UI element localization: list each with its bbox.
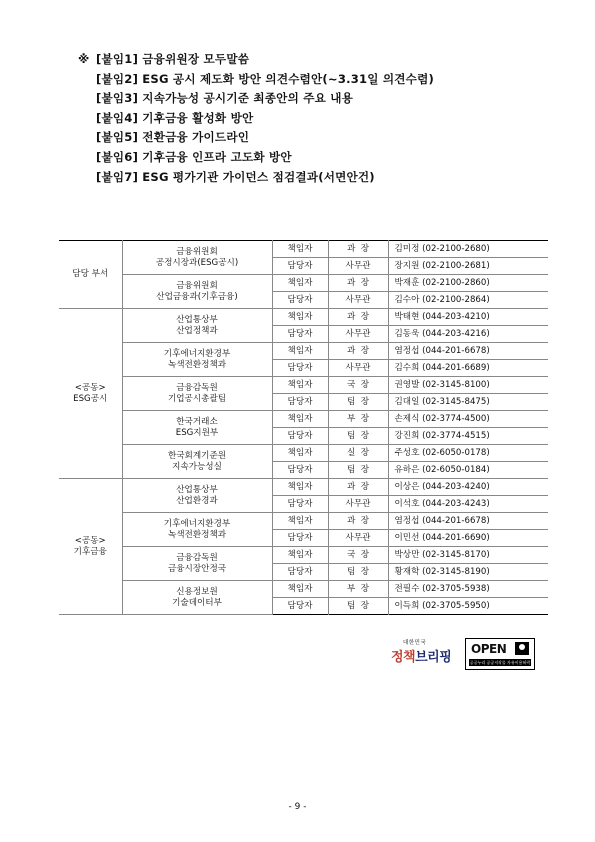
- attachment-text: [붙임3] 지속가능성 공시기준 최종안의 주요 내용: [96, 91, 354, 106]
- role-cell: 책임자: [272, 275, 328, 292]
- table-row: [59, 309, 548, 326]
- person-icon: [515, 642, 529, 655]
- title-cell: 팀 장: [328, 564, 388, 581]
- department-name: 산업통상부: [176, 485, 218, 495]
- department-name: 금융감독원: [176, 383, 218, 393]
- department-name: 금융위원회: [176, 247, 218, 257]
- department-cell: [122, 275, 272, 309]
- department-cell: [122, 479, 272, 513]
- attachment-list: [78, 50, 434, 187]
- role-cell: 담당자: [272, 462, 328, 479]
- role-cell: 책임자: [272, 377, 328, 394]
- role-cell: 담당자: [272, 326, 328, 343]
- open-logo-text: OPEN: [471, 642, 507, 656]
- department-name: 기후에너지환경부: [163, 349, 231, 359]
- title-cell: 국 장: [328, 377, 388, 394]
- attachment-text: [붙임5] 전환금융 가이드라인: [96, 130, 250, 145]
- contact-cell: 김대일 (02-3145-8475): [388, 394, 548, 411]
- attachment-item: [78, 148, 434, 168]
- department-name: 기후에너지환경부: [163, 519, 231, 529]
- attachment-text: [붙임2] ESG 공시 제도화 방안 의견수렴안(~3.31일 의견수렴): [96, 71, 434, 86]
- contact-cell: 황재학 (02-3145-8190): [388, 564, 548, 581]
- department-cell: [122, 411, 272, 445]
- table-row: [59, 275, 548, 292]
- department-cell: [122, 581, 272, 615]
- role-cell: 책임자: [272, 411, 328, 428]
- department-name: 한국거래소: [176, 417, 218, 427]
- contact-cell: 강진희 (02-3774-4515): [388, 428, 548, 445]
- department-name: 산업금융과(기후금융): [156, 291, 238, 302]
- contact-cell: 김수희 (044-201-6689): [388, 360, 548, 377]
- contact-cell: 전필수 (02-3705-5938): [388, 581, 548, 598]
- department-name: 녹색전환정책과: [167, 359, 227, 370]
- category-cell: [59, 309, 122, 479]
- attachment-item: [78, 89, 434, 109]
- category-label: <공동>: [74, 383, 106, 393]
- role-cell: 책임자: [272, 581, 328, 598]
- contact-cell: 권영발 (02-3145-8100): [388, 377, 548, 394]
- role-cell: 책임자: [272, 309, 328, 326]
- department-name: 녹색전환정책과: [167, 529, 227, 540]
- role-cell: 담당자: [272, 598, 328, 615]
- attachment-text: [붙임1] 금융위원장 모두말씀: [96, 52, 250, 66]
- title-cell: 팀 장: [328, 428, 388, 445]
- role-cell: 담당자: [272, 258, 328, 275]
- role-cell: 담당자: [272, 496, 328, 513]
- department-name: 기술데이터부: [172, 597, 222, 608]
- title-cell: 과 장: [328, 309, 388, 326]
- department-name: 신용정보원: [176, 587, 218, 597]
- department-name: 공정시장과(ESG공시): [155, 257, 239, 268]
- contact-table: [59, 240, 548, 615]
- contact-cell: 이득희 (02-3705-5950): [388, 598, 548, 615]
- department-name: 금융감독원: [176, 553, 218, 563]
- contact-cell: 염정섭 (044-201-6678): [388, 343, 548, 360]
- title-cell: 부 장: [328, 411, 388, 428]
- role-cell: 책임자: [272, 343, 328, 360]
- title-cell: 과 장: [328, 275, 388, 292]
- contact-cell: 이석호 (044-203-4243): [388, 496, 548, 513]
- department-name: 산업환경과: [176, 495, 218, 506]
- contact-cell: 이상은 (044-203-4240): [388, 479, 548, 496]
- kogl-open-logo: [465, 638, 535, 670]
- department-cell: [122, 445, 272, 479]
- contact-cell: 김동욱 (044-203-4216): [388, 326, 548, 343]
- category-cell: [59, 479, 122, 615]
- attachment-item: [78, 128, 434, 148]
- department-name: 기업공시총괄팀: [167, 393, 227, 404]
- role-cell: 담당자: [272, 428, 328, 445]
- briefing-logo-text: 정책브리핑: [391, 650, 452, 665]
- title-cell: 사무관: [328, 496, 388, 513]
- contact-cell: 손제식 (02-3774-4500): [388, 411, 548, 428]
- table-row: [59, 547, 548, 564]
- role-cell: 책임자: [272, 241, 328, 258]
- department-name: 금융위원회: [176, 281, 218, 291]
- role-cell: 담당자: [272, 394, 328, 411]
- department-cell: [122, 547, 272, 581]
- page-number: - 9 -: [288, 802, 307, 812]
- table-row: [59, 513, 548, 530]
- title-cell: 사무관: [328, 258, 388, 275]
- table-row: [59, 343, 548, 360]
- role-cell: 책임자: [272, 445, 328, 462]
- category-label: <공동>: [74, 536, 106, 546]
- role-cell: 담당자: [272, 564, 328, 581]
- role-cell: 책임자: [272, 513, 328, 530]
- category-label: 담당 부서: [72, 269, 109, 280]
- department-cell: [122, 241, 272, 275]
- attachment-item: [78, 109, 434, 129]
- attachment-item: [78, 168, 434, 188]
- briefing-logo-small-text: 대한민국: [403, 640, 427, 646]
- title-cell: 과 장: [328, 241, 388, 258]
- contact-cell: 이민선 (044-201-6690): [388, 530, 548, 547]
- title-cell: 실 장: [328, 445, 388, 462]
- contact-cell: 장지원 (02-2100-2681): [388, 258, 548, 275]
- title-cell: 사무관: [328, 530, 388, 547]
- role-cell: 담당자: [272, 360, 328, 377]
- title-cell: 사무관: [328, 292, 388, 309]
- category-label: ESG공시: [73, 393, 108, 404]
- policy-briefing-logo: [391, 638, 455, 672]
- contact-cell: 김미정 (02-2100-2680): [388, 241, 548, 258]
- department-cell: [122, 343, 272, 377]
- table-row: [59, 581, 548, 598]
- title-cell: 과 장: [328, 479, 388, 496]
- contact-cell: 김수아 (02-2100-2864): [388, 292, 548, 309]
- contact-cell: 유하은 (02-6050-0184): [388, 462, 548, 479]
- attachment-item: [78, 70, 434, 90]
- title-cell: 팀 장: [328, 598, 388, 615]
- table-row: [59, 445, 548, 462]
- role-cell: 책임자: [272, 479, 328, 496]
- department-name: ESG지원부: [175, 427, 219, 438]
- contact-cell: 박상만 (02-3145-8170): [388, 547, 548, 564]
- attachment-item: [78, 50, 434, 70]
- department-name: 한국회계기준원: [167, 451, 227, 461]
- department-cell: [122, 377, 272, 411]
- table-row: [59, 479, 548, 496]
- table-row: [59, 241, 548, 258]
- department-name: 산업정책과: [176, 325, 218, 336]
- contact-cell: 주성호 (02-6050-0178): [388, 445, 548, 462]
- department-cell: [122, 513, 272, 547]
- contact-cell: 염정섭 (044-201-6678): [388, 513, 548, 530]
- table-row: [59, 377, 548, 394]
- attachment-text: [붙임6] 기후금융 인프라 고도화 방안: [96, 149, 292, 164]
- title-cell: 사무관: [328, 360, 388, 377]
- title-cell: 팀 장: [328, 394, 388, 411]
- category-label: 기후금융: [73, 546, 107, 557]
- department-cell: [122, 309, 272, 343]
- title-cell: 국 장: [328, 547, 388, 564]
- attachment-text: [붙임7] ESG 평가기관 가이던스 점검결과(서면안건): [96, 169, 375, 184]
- contact-cell: 박태현 (044-203-4210): [388, 309, 548, 326]
- title-cell: 과 장: [328, 343, 388, 360]
- role-cell: 담당자: [272, 530, 328, 547]
- footer-logos: [391, 638, 535, 672]
- department-name: 금융시장안정국: [167, 563, 227, 574]
- title-cell: 사무관: [328, 326, 388, 343]
- title-cell: 과 장: [328, 513, 388, 530]
- role-cell: 담당자: [272, 292, 328, 309]
- open-logo-bar: 공공누리 공공저작물 자유이용허락: [469, 660, 531, 665]
- category-cell: [59, 241, 122, 309]
- title-cell: 팀 장: [328, 462, 388, 479]
- title-cell: 부 장: [328, 581, 388, 598]
- department-name: 산업통상부: [176, 315, 218, 325]
- attachment-text: [붙임4] 기후금융 활성화 방안: [96, 110, 254, 125]
- department-name: 지속가능성실: [172, 461, 222, 472]
- note-mark: ※: [78, 52, 90, 66]
- role-cell: 책임자: [272, 547, 328, 564]
- contact-cell: 박재훈 (02-2100-2860): [388, 275, 548, 292]
- table-row: [59, 411, 548, 428]
